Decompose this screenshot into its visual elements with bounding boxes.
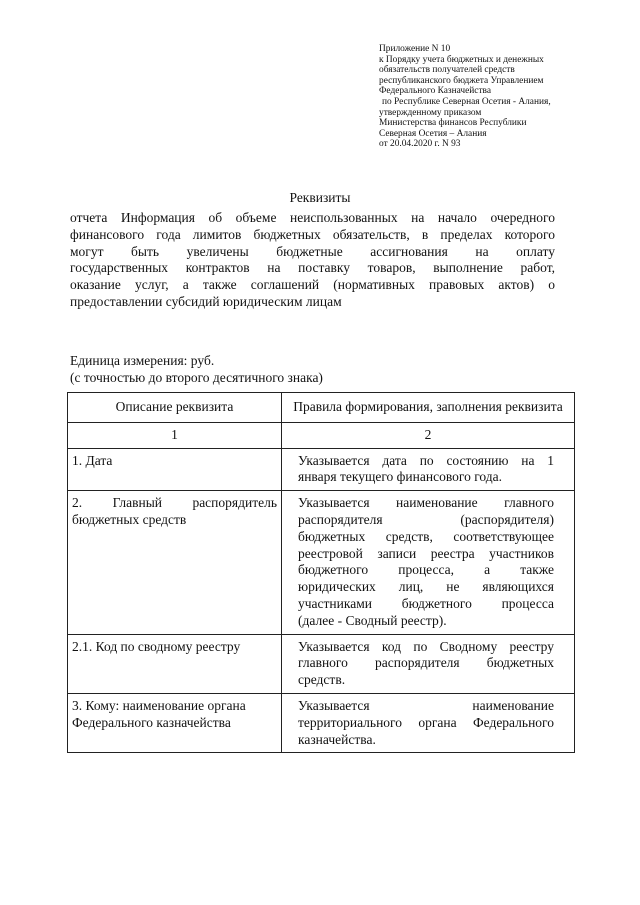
desc-line: 3. Кому: наименование органа (72, 697, 246, 713)
table-row (68, 693, 575, 752)
desc-line: 1. Дата (72, 452, 113, 468)
row-description (68, 491, 282, 634)
rule-line: Указывается наименование (298, 697, 554, 713)
rule-line: территориального органа Федерального (298, 714, 554, 730)
subtitle-line: отчета Информация об объеме неиспользованных на начало очередного (70, 210, 555, 225)
appendix-line: от 20.04.2020 г. N 93 (379, 139, 461, 150)
appendix-line: утвержденному приказом (379, 107, 482, 118)
column-number: 1 (68, 422, 282, 448)
rule-line: реестровой записи реестра участников (298, 545, 554, 561)
rule-line: бюджетных средств, соответствующее (298, 528, 554, 544)
appendix-line: Северная Осетия – Алания (379, 128, 487, 139)
appendix-line: к Порядку учета бюджетных и денежных (379, 54, 544, 65)
rule-line: распорядителя (распорядителя) (298, 511, 554, 527)
row-description (68, 448, 282, 491)
desc-line: 2.1. Код по сводному реестру (72, 638, 241, 654)
row-rule (282, 693, 575, 752)
row-rule (282, 491, 575, 634)
table-row (68, 491, 575, 634)
document-subtitle (70, 210, 555, 311)
rule-line: Указывается код по Сводному реестру (298, 638, 554, 654)
desc-line: Федерального казначейства (72, 714, 231, 730)
row-description (68, 634, 282, 693)
document-title: Реквизиты (289, 190, 351, 205)
rule-line: участниками бюджетного процесса (298, 595, 554, 611)
header-rules: Правила формирования, заполнения реквизита (282, 393, 575, 423)
rule-line: бюджетного процесса, а также (298, 562, 554, 578)
desc-line: 2. Главный распорядитель (72, 495, 277, 511)
desc-line: бюджетных средств (72, 511, 187, 527)
appendix-line: Министерства финансов Республики (379, 118, 527, 129)
header-description: Описание реквизита (68, 393, 282, 423)
row-rule (282, 448, 575, 491)
subtitle-line: оказание услуг, а также соглашений (нормативных правовых актов) о (70, 277, 555, 293)
precision-line: (с точностью до второго десятичного знака) (70, 369, 323, 385)
rule-line: января текущего финансового года. (298, 469, 502, 485)
units-line: Единица измерения: руб. (70, 353, 215, 368)
appendix-line: Федерального Казначейства (379, 86, 492, 97)
table-row (68, 448, 575, 491)
rule-line: Указывается дата по состоянию на 1 (298, 452, 554, 468)
rule-line: главного распорядителя бюджетных (298, 655, 554, 671)
rule-line: (далее - Сводный реестр). (298, 612, 447, 628)
rule-line: казначейства. (298, 731, 376, 747)
subtitle-line: предоставлении субсидий юридическим лицам (70, 293, 342, 309)
appendix-line: обязательств получателей средств (379, 65, 515, 76)
rule-line: юридических лиц, не являющихся (298, 579, 554, 595)
rule-line: средств. (298, 672, 346, 688)
rule-line: Указывается наименование главного (298, 495, 554, 511)
appendix-line: Приложение N 10 (379, 44, 451, 54)
table-row (68, 634, 575, 693)
units-note (70, 353, 323, 387)
subtitle-line: финансового года лимитов бюджетных обязательств, в пределах которого (70, 226, 555, 242)
column-number: 2 (282, 422, 575, 448)
table-number-row (68, 422, 575, 448)
table-header-row (68, 393, 575, 423)
subtitle-line: государственных контрактов на поставку товаров, выполнение работ, (70, 260, 555, 276)
appendix-line: республиканского бюджета Управлением (379, 75, 544, 86)
subtitle-line: могут быть увеличены бюджетные ассигнования на оплату (70, 243, 555, 259)
requisites-table (67, 392, 575, 753)
row-description (68, 693, 282, 752)
appendix-block (379, 44, 594, 150)
row-rule (282, 634, 575, 693)
appendix-line: по Республике Северная Осетия - Алания, (382, 96, 551, 107)
